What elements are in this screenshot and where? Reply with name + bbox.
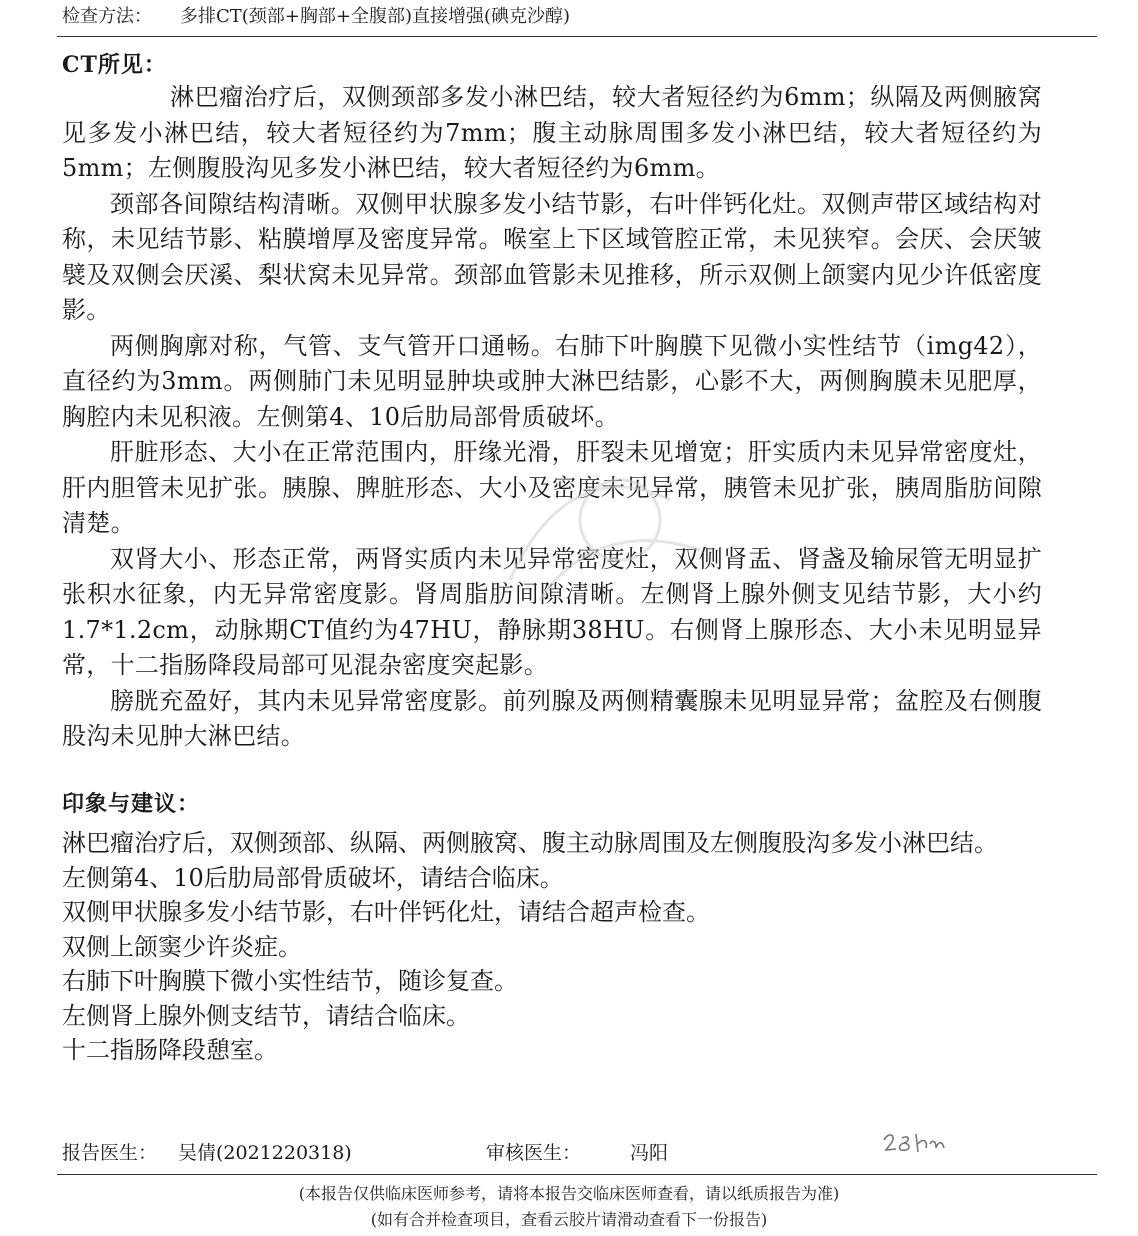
impression-line-duodenum: 十二指肠降段憩室。: [62, 1036, 278, 1064]
impression-title: 印象与建议：: [62, 791, 201, 817]
impression-line-adrenal: 左侧肾上腺外侧支结节，请结合临床。: [62, 1001, 470, 1030]
exam-method-label: 检查方法：: [62, 6, 152, 27]
report-doctor-name: 吴倩(2021220318): [178, 1142, 352, 1164]
findings-paragraph-kidney: 双肾大小、形态正常，两肾实质内未见异常密度灶，双侧肾盂、肾盏及输尿管无明显扩张积水征象，内无异常密度影。肾周脂肪间隙清晰。左侧肾上腺外侧支见结节影，大小约1.7*1.2cm，动脉期CT值约为47HU，静脉期38HU。右侧肾上腺形态、大小未见明显异常，十二指肠降段局部可见混杂密度突起影。: [62, 544, 1042, 679]
top-divider: [57, 36, 1097, 37]
findings-paragraph-lymph: 淋巴瘤治疗后，双侧颈部多发小淋巴结，较大者短径约为6mm；纵隔及两侧腋窝见多发小淋巴结，较大者短径约为7mm；腹主动脉周围多发小淋巴结，较大者短径约为5mm；左侧腹股沟见多发小淋巴结，较大者短径约为6mm。: [62, 83, 1042, 182]
impression-line-lymph: 淋巴瘤治疗后，双侧颈部、纵隔、两侧腋窝、腹主动脉周围及左侧腹股沟多发小淋巴结。: [62, 829, 998, 857]
impression-body: [62, 826, 1042, 1068]
findings-title: CT所见：: [62, 52, 167, 78]
findings-body: [62, 80, 1042, 755]
footer-disclaimer: (本报告仅供临床医师参考，请将本报告交临床医师查看，请以纸质报告为准): [298, 1184, 840, 1203]
review-doctor-name: 冯阳: [630, 1142, 669, 1164]
report-doctor-label: 报告医生：: [62, 1142, 158, 1164]
findings-paragraph-pelvis: 膀胱充盈好，其内未见异常密度影。前列腺及两侧精囊腺未见明显异常；盆腔及右侧腹股沟未见肿大淋巴结。: [62, 686, 1042, 750]
findings-paragraph-chest: 两侧胸廓对称，气管、支气管开口通畅。右肺下叶胸膜下见微小实性结节（img42），直径约为3mm。两侧肺门未见明显肿块或肿大淋巴结影，心影不大，两侧胸膜未见肥厚，胸腔内未见积液。左侧第4、10后肋局部骨质破坏。: [62, 331, 1042, 431]
impression-line-rib: 左侧第4、10后肋局部骨质破坏，请结合临床。: [62, 863, 564, 892]
impression-line-lung-nodule: 右肺下叶胸膜下微小实性结节，随诊复查。: [62, 967, 518, 995]
exam-method-value: 多排CT(颈部+胸部+全腹部)直接增强(碘克沙醇): [180, 6, 571, 27]
exam-method-row: [62, 4, 570, 30]
impression-line-sinus: 双侧上颌窦少许炎症。: [62, 932, 302, 961]
impression-line-thyroid: 双侧甲状腺多发小结节影，右叶伴钙化灶，请结合超声检查。: [62, 898, 710, 926]
findings-paragraph-liver: 肝脏形态、大小在正常范围内，肝缘光滑，肝裂未见增宽；肝实质内未见异常密度灶，肝内胆管未见扩张。胰腺、脾脏形态、大小及密度未见异常，胰管未见扩张，胰周脂肪间隙清楚。: [62, 438, 1042, 537]
review-doctor-label: 审核医生：: [486, 1142, 582, 1164]
findings-paragraph-neck: 颈部各间隙结构清晰。双侧甲状腺多发小结节影，右叶伴钙化灶。双侧声带区域结构对称，未见结节影、粘膜增厚及密度异常。喉室上下区域管腔正常，未见狭窄。会厌、会厌皱襞及双侧会厌溪、梨状窝未见异常。颈部血管影未见推移，所示双侧上颌窦内见少许低密度影。: [62, 189, 1042, 324]
bottom-divider: [57, 1174, 1097, 1175]
footer-cloud-film-note: (如有合并检查项目，查看云胶片请滑动查看下一份报告): [370, 1210, 768, 1229]
handwritten-mark: [880, 1130, 950, 1158]
